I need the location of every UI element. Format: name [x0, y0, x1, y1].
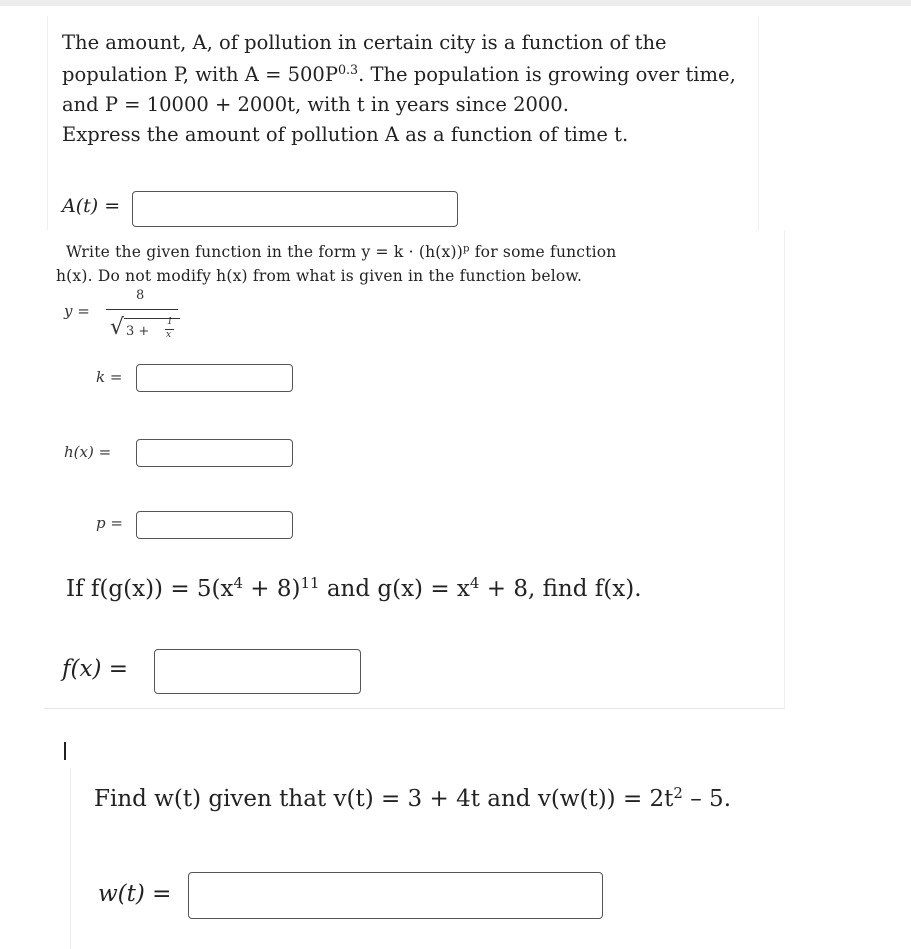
problem-1-text-line-4: Express the amount of pollution A as a function of time t. — [62, 123, 629, 146]
problem-2-text-line-1: Write the given function in the form $y = k \cdot (h(x))^p$ for some function — [66, 243, 617, 261]
problem-2-text-line-2: h(x). Do not modify h(x) from what is given in the function below. — [56, 267, 583, 285]
problem-2-panel — [44, 230, 785, 709]
p-input[interactable] — [136, 511, 293, 539]
p-label: p = — [96, 514, 123, 532]
fraction-numerator: 8 — [136, 288, 145, 303]
problem-1-text-line-3: and P = 10000 + 2000t, with t in years since 2000. — [62, 93, 569, 116]
w-of-t-label: w(t) = — [98, 881, 172, 907]
inner-fraction-numerator: 1 — [167, 317, 173, 327]
h-of-x-input[interactable] — [136, 439, 293, 467]
problem-4-text: Find w(t) given that v(t) = 3 + 4t and $v(w(t)) = 2t^2 - 5$. — [94, 783, 732, 812]
w-of-t-input[interactable] — [188, 872, 603, 919]
f-of-x-label: f(x) = — [62, 656, 129, 682]
y-equals-label: y = — [64, 302, 90, 320]
radicand-text: 3 + — [126, 324, 150, 339]
top-divider — [0, 0, 911, 6]
h-of-x-label: h(x) = — [64, 443, 112, 461]
text-cursor-icon — [64, 742, 66, 760]
problem-1-text-line-1: The amount, A, of pollution in certain city is a function of the — [62, 31, 667, 54]
f-of-x-input[interactable] — [154, 649, 361, 694]
k-label: k = — [96, 368, 123, 386]
problem-3-text: If $f(g(x)) = 5(x^4 + 8)^{11}$ and $g(x) = x^4 + 8$, find f(x). — [66, 573, 642, 602]
k-input[interactable] — [136, 364, 293, 392]
fraction-bar — [106, 309, 178, 310]
inner-fraction-denominator: x — [166, 330, 172, 340]
problem-1-text-line-2: population P, with $A = 500P^{0.3}$. The population is growing over time, — [62, 62, 736, 86]
a-of-t-input[interactable] — [132, 191, 458, 227]
square-root-icon: √ — [110, 315, 125, 340]
a-of-t-label: A(t) = — [62, 195, 121, 217]
